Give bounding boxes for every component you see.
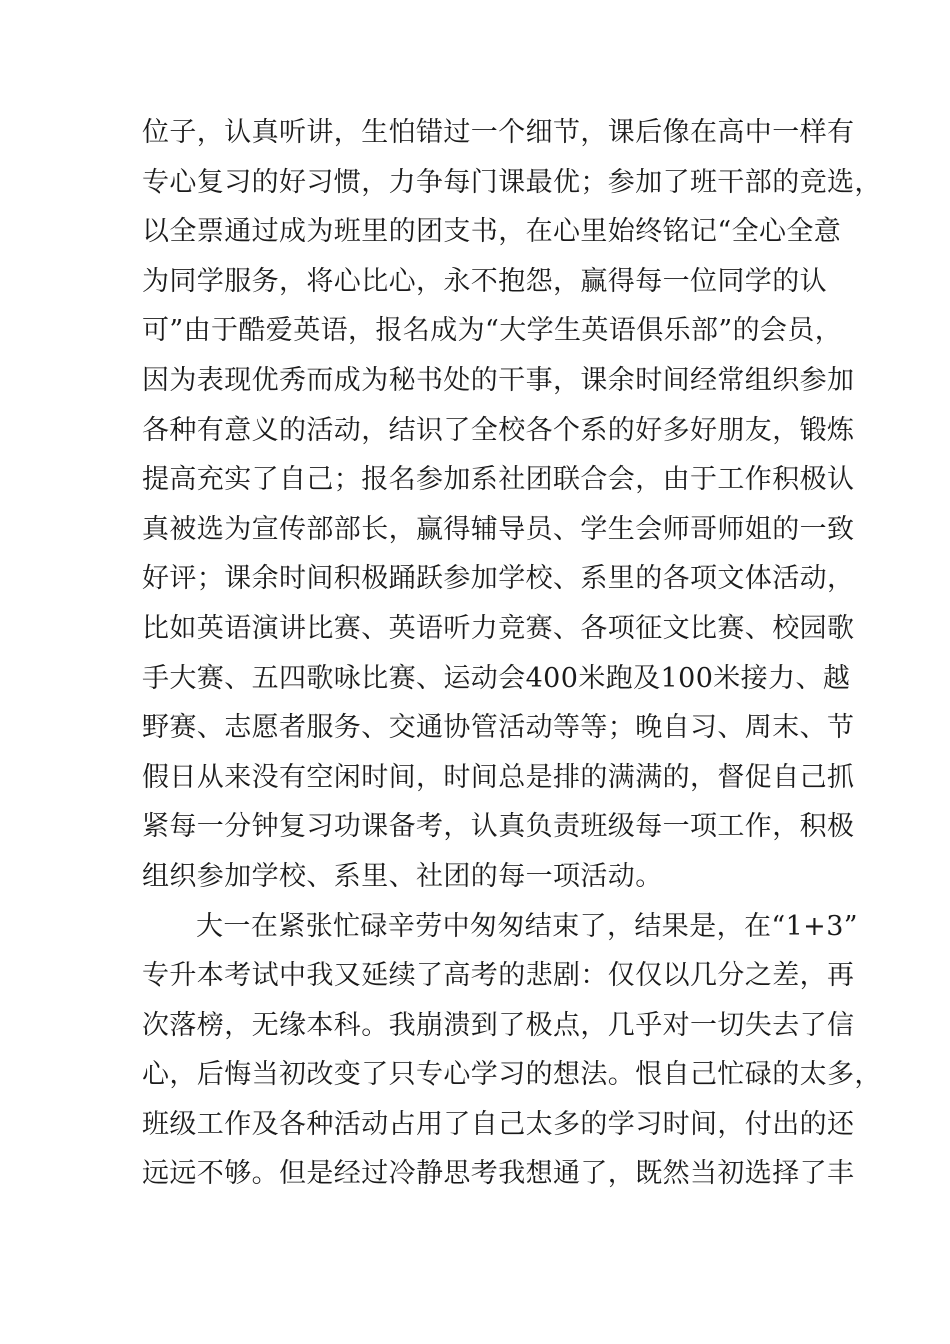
text-line: 组织参加学校、系里、社团的每一项活动。 bbox=[142, 860, 663, 892]
body-text bbox=[142, 108, 882, 1199]
text-line: 班级工作及各种活动占用了自己太多的学习时间，付出的还 bbox=[142, 1108, 855, 1140]
text-line: 专心复习的好习惯，力争每门课最优；参加了班干部的竞选， bbox=[142, 166, 882, 198]
text-line: 野赛、志愿者服务、交通协管活动等等；晚自习、周末、节 bbox=[142, 712, 855, 744]
text-line: 远远不够。但是经过冷静思考我想通了，既然当初选择了丰 bbox=[142, 1158, 855, 1190]
paragraph-2 bbox=[142, 902, 882, 1200]
text-line: 心，后悔当初改变了只专心学习的想法。恨自己忙碌的太多， bbox=[142, 1059, 882, 1091]
text-line: 可”由于酷爱英语，报名成为“大学生英语俱乐部”的会员， bbox=[142, 315, 843, 347]
text-line: 手大赛、五四歌咏比赛、运动会400米跑及100米接力、越 bbox=[142, 662, 851, 694]
text-line: 假日从来没有空闲时间，时间总是排的满满的，督促自己抓 bbox=[142, 761, 855, 793]
text-line-indented: 大一在紧张忙碌辛劳中匆匆结束了，结果是，在“1+3” bbox=[196, 910, 858, 942]
text-line: 好评；课余时间积极踊跃参加学校、系里的各项文体活动， bbox=[142, 563, 855, 595]
text-line: 专升本考试中我又延续了高考的悲剧：仅仅以几分之差，再 bbox=[142, 960, 855, 992]
text-line: 次落榜，无缘本科。我崩溃到了极点，几乎对一切失去了信 bbox=[142, 1009, 855, 1041]
text-line: 为同学服务，将心比心，永不抱怨，赢得每一位同学的认 bbox=[142, 265, 827, 297]
text-line: 各种有意义的活动，结识了全校各个系的好多好朋友，锻炼 bbox=[142, 414, 855, 446]
text-line: 因为表现优秀而成为秘书处的干事，课余时间经常组织参加 bbox=[142, 364, 855, 396]
text-line: 真被选为宣传部部长，赢得辅导员、学生会师哥师姐的一致 bbox=[142, 513, 855, 545]
text-line: 位子，认真听讲，生怕错过一个细节，课后像在高中一样有 bbox=[142, 117, 855, 148]
text-line: 提高充实了自己；报名参加系社团联合会，由于工作积极认 bbox=[142, 464, 855, 496]
text-line: 以全票通过成为班里的团支书，在心里始终铭记“全心全意 bbox=[142, 216, 842, 248]
text-line: 比如英语演讲比赛、英语听力竞赛、各项征文比赛、校园歌 bbox=[142, 612, 855, 644]
paragraph-1 bbox=[142, 108, 882, 902]
text-line: 紧每一分钟复习功课备考，认真负责班级每一项工作，积极 bbox=[142, 811, 855, 843]
